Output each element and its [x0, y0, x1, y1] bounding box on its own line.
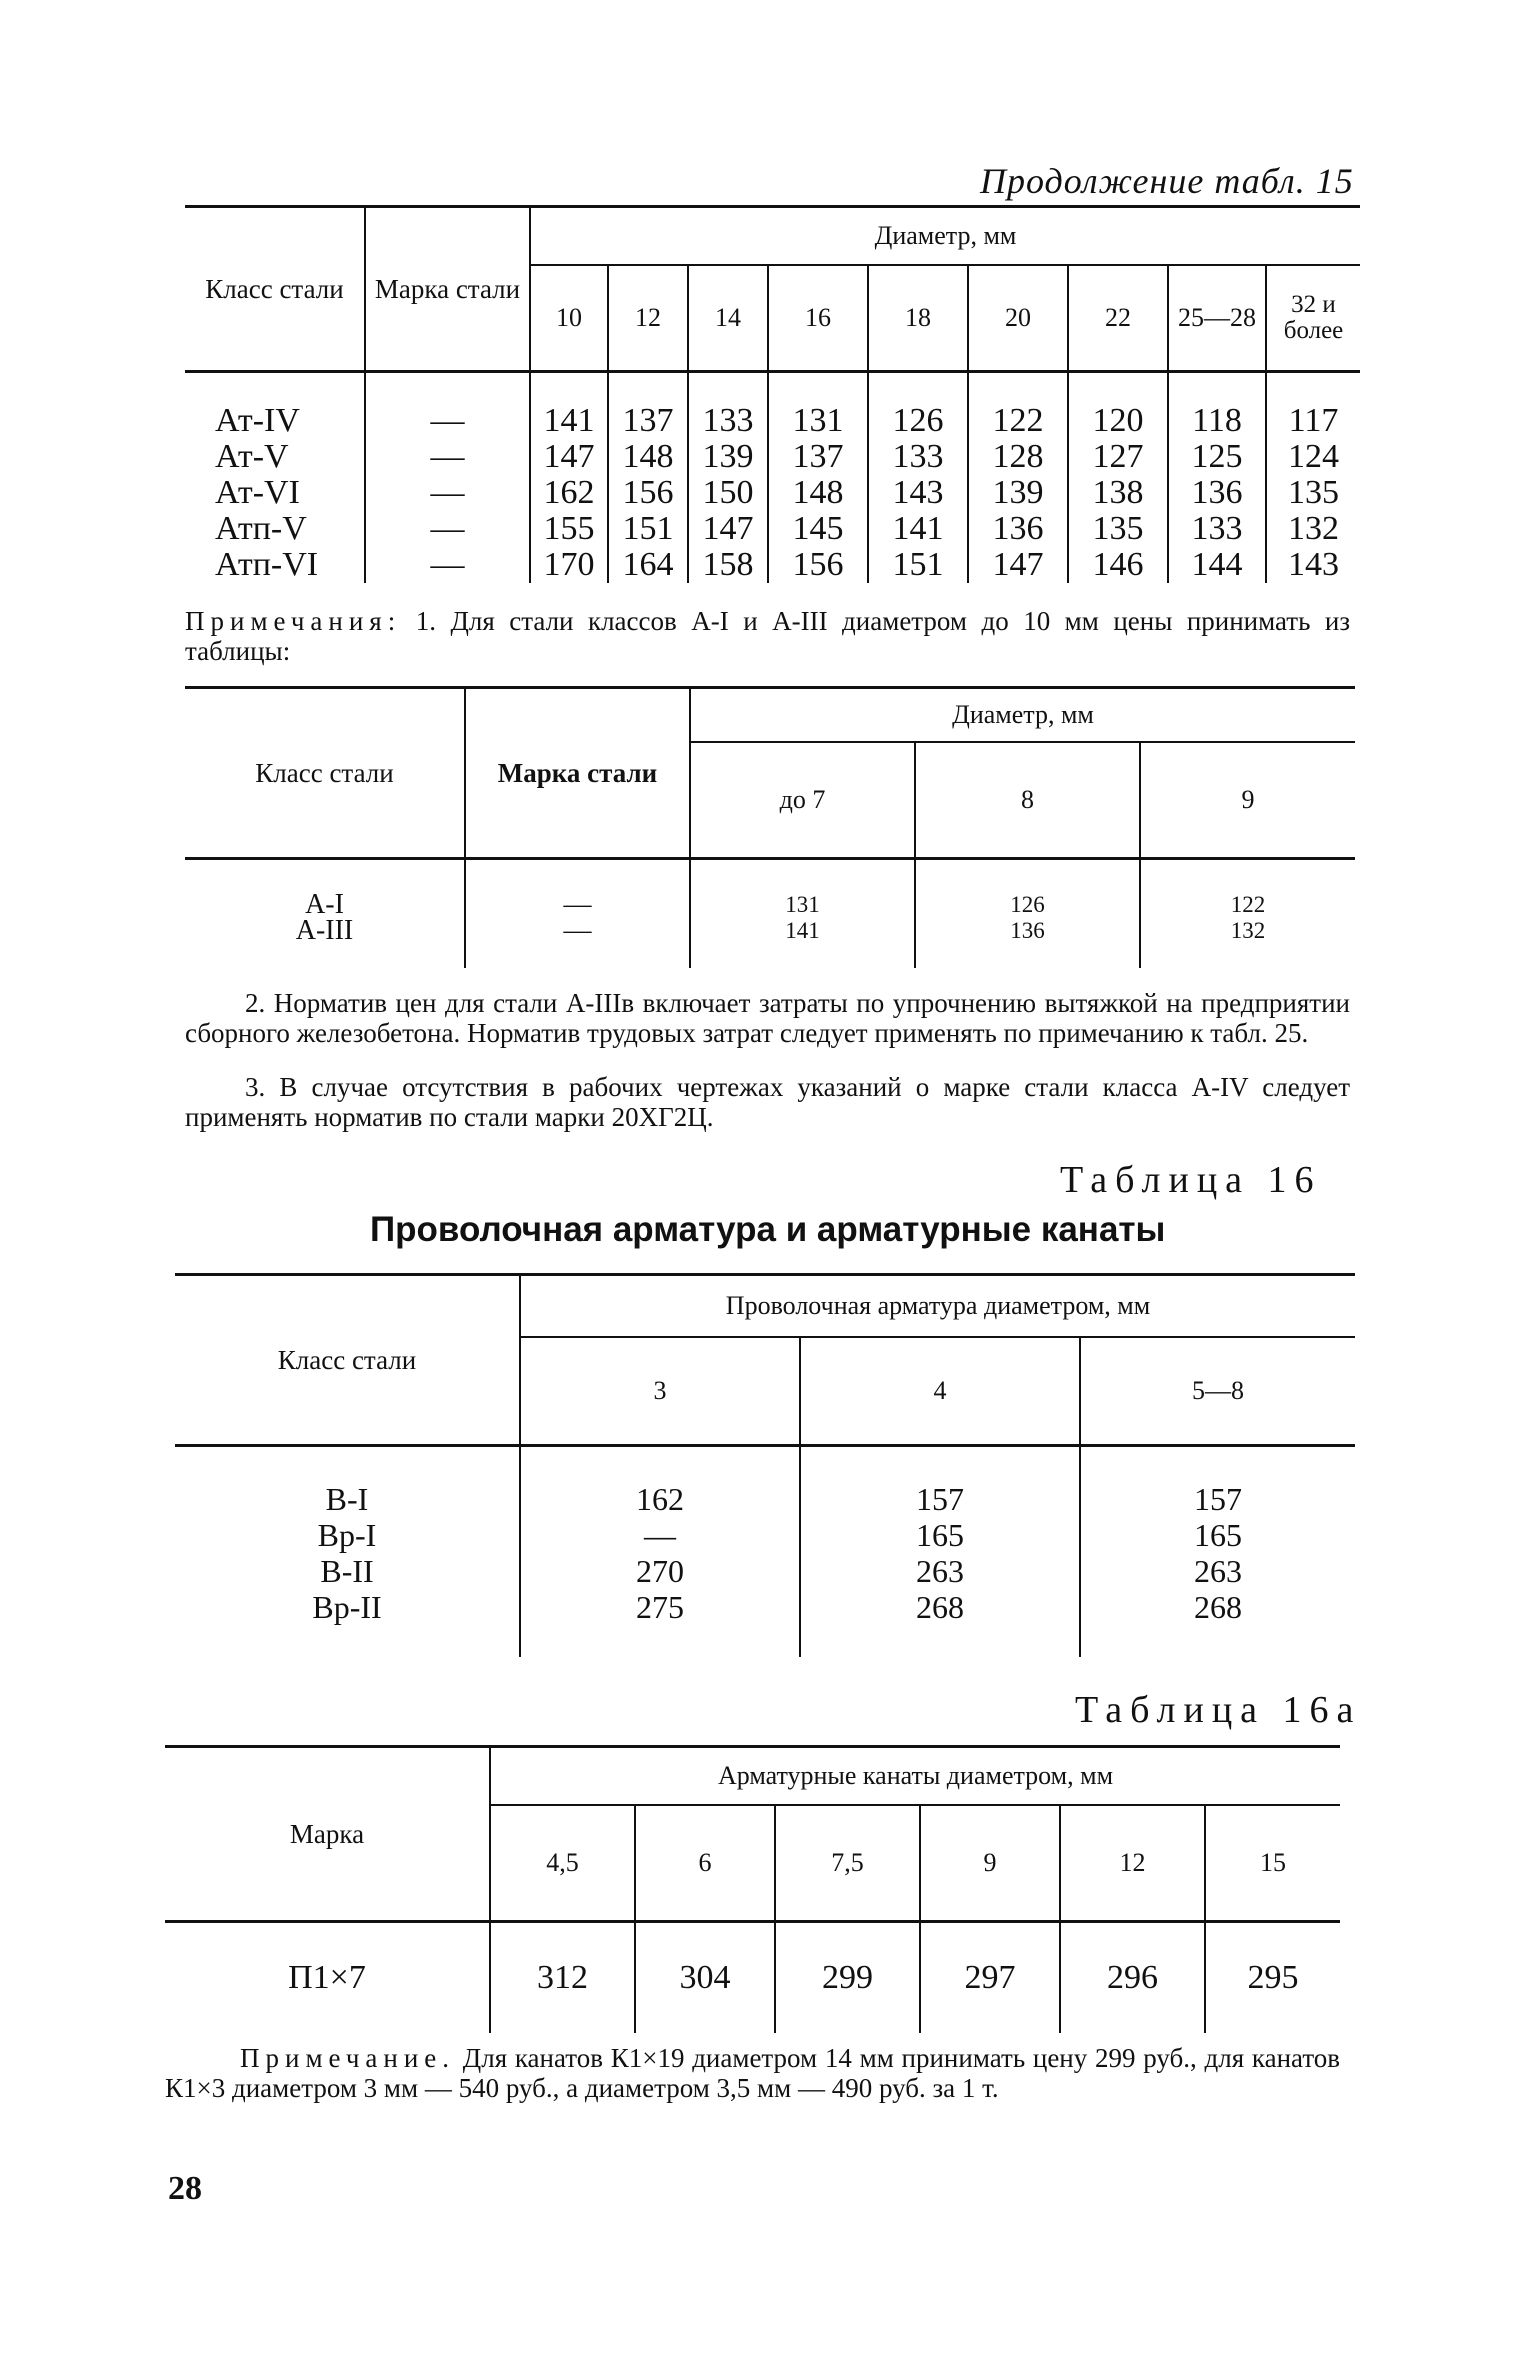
- table15-cell: 124: [1266, 439, 1360, 475]
- table16a-diam-cell: 12: [1060, 1805, 1205, 1922]
- subtable: [185, 686, 1355, 968]
- note-final: [165, 2043, 1340, 2103]
- table16-cell: 162: [636, 1481, 684, 1517]
- table15-cell: 151: [868, 547, 968, 583]
- table15-diam-cell: 10: [530, 265, 608, 372]
- subtable-cell: 122: [1230, 892, 1266, 917]
- table16a-diam-cell: 9: [920, 1805, 1060, 1922]
- table15-cell: 138: [1068, 475, 1168, 511]
- table16-caption: Таблица 16: [1060, 1159, 1322, 1201]
- table16a-cell: 296: [1060, 1922, 1205, 2034]
- page-number: 28: [168, 2170, 202, 2207]
- table15-cell: 141: [868, 511, 968, 547]
- table15-cell: 147: [688, 511, 768, 547]
- table15-row-mark: —: [365, 439, 530, 475]
- table15-cell: 132: [1266, 511, 1360, 547]
- table15-cell: 122: [968, 403, 1068, 439]
- table16-row-class: Вр-I: [317, 1517, 377, 1553]
- table16-diam-cell: 3: [520, 1337, 800, 1446]
- table16-diam-cell: 4: [800, 1337, 1080, 1446]
- table15-cell: 133: [868, 439, 968, 475]
- table15-cell: 164: [608, 547, 688, 583]
- table16-class-col: [175, 1446, 520, 1658]
- table15-cell: 118: [1168, 403, 1266, 439]
- table16a-cell: 299: [775, 1922, 920, 2034]
- subtable-header-diameter: Диаметр, мм: [690, 688, 1355, 743]
- table15-cell: 120: [1068, 403, 1168, 439]
- table15-cell: 128: [968, 439, 1068, 475]
- table16a-diam-cell: 6: [635, 1805, 775, 1922]
- table16a-header-mark: Марка: [165, 1747, 490, 1922]
- table15-diam-cell: 25—28: [1168, 265, 1266, 372]
- table15-row-class: Ат-IV: [215, 402, 300, 439]
- table15-cell: 147: [530, 439, 608, 475]
- table15-cell: 117: [1266, 403, 1360, 439]
- subtable-row-mark: —: [563, 889, 592, 920]
- table15-header-diameter: Диаметр, мм: [530, 207, 1360, 266]
- table15-cell: 131: [768, 403, 868, 439]
- subtable-cell: 132: [1230, 918, 1266, 943]
- table15-cell: 137: [608, 403, 688, 439]
- table15-cell: 125: [1168, 439, 1266, 475]
- subtable-class-col: [185, 859, 465, 969]
- table16a-row-mark: П1×7: [288, 1959, 366, 1996]
- table15-cell: 139: [688, 439, 768, 475]
- subtable-col: [690, 859, 915, 969]
- table16a-diam-cell: 7,5: [775, 1805, 920, 1922]
- table16-col: [520, 1446, 800, 1658]
- table16a-cell: 304: [635, 1922, 775, 2034]
- table15-cell: 148: [768, 475, 868, 511]
- table15-cell: 148: [608, 439, 688, 475]
- table15-cell: 162: [530, 475, 608, 511]
- table15-cell: 150: [688, 475, 768, 511]
- table15-cell: 136: [1168, 475, 1266, 511]
- table16-cell: 275: [636, 1589, 684, 1625]
- table15-cell: 127: [1068, 439, 1168, 475]
- table16-cell: 263: [916, 1553, 964, 1589]
- table15-row-class: Ат-VI: [215, 474, 300, 511]
- table15-cell: 143: [868, 475, 968, 511]
- table16-cell: 165: [916, 1517, 964, 1553]
- table15-cell: 147: [968, 547, 1068, 583]
- table15-caption: Продолжение табл. 15: [980, 161, 1354, 201]
- table16-cell: 270: [636, 1553, 684, 1589]
- table15-diam-cell: 18: [868, 265, 968, 372]
- table16-col: [800, 1446, 1080, 1658]
- table16a-cell: 312: [490, 1922, 635, 2034]
- table15-row-class: Ат-V: [215, 438, 289, 475]
- subtable-row-class: А-I: [305, 889, 344, 920]
- table15-cell: 151: [608, 511, 688, 547]
- subtable-header-class: Класс стали: [185, 688, 465, 859]
- note1: [185, 606, 1350, 666]
- subtable-diam-cell: до 7: [690, 742, 915, 859]
- table15-cell: 135: [1068, 511, 1168, 547]
- table15-cell: 137: [768, 439, 868, 475]
- subtable-cell: 141: [785, 918, 820, 943]
- subtable-col: [1140, 859, 1355, 969]
- table16-row-class: В-I: [325, 1481, 369, 1517]
- table16a-caption: Таблица 16а: [1075, 1689, 1362, 1731]
- table16-row-class: Вр-II: [312, 1589, 382, 1625]
- table16-cell: 157: [1194, 1481, 1242, 1517]
- table15-cell: 144: [1168, 547, 1266, 583]
- table15-cell: 141: [530, 403, 608, 439]
- table16a-cell: 295: [1205, 1922, 1340, 2034]
- subtable-diam-cell: 9: [1140, 742, 1355, 859]
- table16-row-class: В-II: [320, 1553, 374, 1589]
- table16: [175, 1273, 1355, 1657]
- table16a-diam-cell: 4,5: [490, 1805, 635, 1922]
- subtable-header-mark: Марка стали: [465, 688, 690, 859]
- table16-col: [1080, 1446, 1355, 1658]
- table15-diam-cell: 12: [608, 265, 688, 372]
- table16-cell: 157: [916, 1481, 964, 1517]
- note-final-label: Примечание.: [240, 2043, 456, 2073]
- table15-row-class: Атп-VI: [215, 546, 319, 583]
- table16-cell: —: [644, 1517, 676, 1553]
- table15-cell: 143: [1266, 547, 1360, 583]
- table15-cell: 135: [1266, 475, 1360, 511]
- table15: [185, 205, 1360, 583]
- table16a-header-diameter: Арматурные канаты диаметром, мм: [490, 1747, 1340, 1806]
- table15-cell: 133: [688, 403, 768, 439]
- table16-header-class: Класс стали: [175, 1275, 520, 1446]
- note1-label: Примечания:: [185, 606, 402, 636]
- table15-header-class: Класс стали: [185, 207, 365, 372]
- table16-title: Проволочная арматура и арматурные канаты: [370, 1210, 1166, 1249]
- table15-cell: 155: [530, 511, 608, 547]
- table16-cell: 268: [1194, 1589, 1242, 1625]
- subtable-diam-cell: 8: [915, 742, 1140, 859]
- table15-row-mark: —: [365, 475, 530, 511]
- table15-cell: 170: [530, 547, 608, 583]
- subtable-col: [915, 859, 1140, 969]
- table15-cell: 133: [1168, 511, 1266, 547]
- table16-diam-cell: 5—8: [1080, 1337, 1355, 1446]
- table15-row-mark: —: [365, 403, 530, 439]
- table16-cell: 268: [916, 1589, 964, 1625]
- table15-header-mark: Марка стали: [365, 207, 530, 372]
- table15-cell: 156: [608, 475, 688, 511]
- subtable-cell: 136: [1010, 918, 1045, 943]
- subtable-mark-col: [465, 859, 690, 969]
- table16a-cell: 297: [920, 1922, 1060, 2034]
- table15-cell: 158: [688, 547, 768, 583]
- note1-text: 1. Для стали классов А-I и А-III диаметром до 10 мм цены принимать из таблицы:: [185, 606, 1350, 666]
- table15-cell: 145: [768, 511, 868, 547]
- table15-diam-cell: 32 и более: [1266, 265, 1360, 372]
- table15-cell: 136: [968, 511, 1068, 547]
- table16a-diam-cell: 15: [1205, 1805, 1340, 1922]
- note-final-text: Для канатов К1×19 диаметром 14 мм принимать цену 299 руб., для канатов К1×3 диаметром 3 мм — 540 руб., а диаметром 3,5 мм — 490 руб. за 1 т.: [165, 2043, 1341, 2103]
- table15-cell: 156: [768, 547, 868, 583]
- subtable-row-class: А-III: [295, 915, 354, 946]
- table15-diam-cell: 20: [968, 265, 1068, 372]
- subtable-row-mark: —: [563, 915, 592, 946]
- table15-diam-cell: 14: [688, 265, 768, 372]
- table15-cell: 146: [1068, 547, 1168, 583]
- table16-header-diameter: Проволочная арматура диаметром, мм: [520, 1275, 1355, 1338]
- table15-cell: 139: [968, 475, 1068, 511]
- table15-diam-cell: 22: [1068, 265, 1168, 372]
- table15-diam-cell: 16: [768, 265, 868, 372]
- subtable-cell: 126: [1010, 892, 1045, 917]
- note2: 2. Норматив цен для стали А-IIIв включает затраты по упрочнению вытяжкой на предприятии сборного железобетона. Норматив трудовых затрат следует применять по примечанию к табл. 25.: [185, 988, 1350, 1048]
- table16a: [165, 1745, 1340, 2033]
- table15-row-mark: —: [365, 511, 530, 547]
- table15-cell: 126: [868, 403, 968, 439]
- subtable-cell: 131: [785, 892, 820, 917]
- table16-cell: 165: [1194, 1517, 1242, 1553]
- table15-row-class: Атп-V: [215, 510, 307, 547]
- note3: 3. В случае отсутствия в рабочих чертежах указаний о марке стали класса А-IV следует применять норматив по стали марки 20ХГ2Ц.: [185, 1072, 1350, 1132]
- table16-cell: 263: [1194, 1553, 1242, 1589]
- table15-row-mark: —: [365, 547, 530, 583]
